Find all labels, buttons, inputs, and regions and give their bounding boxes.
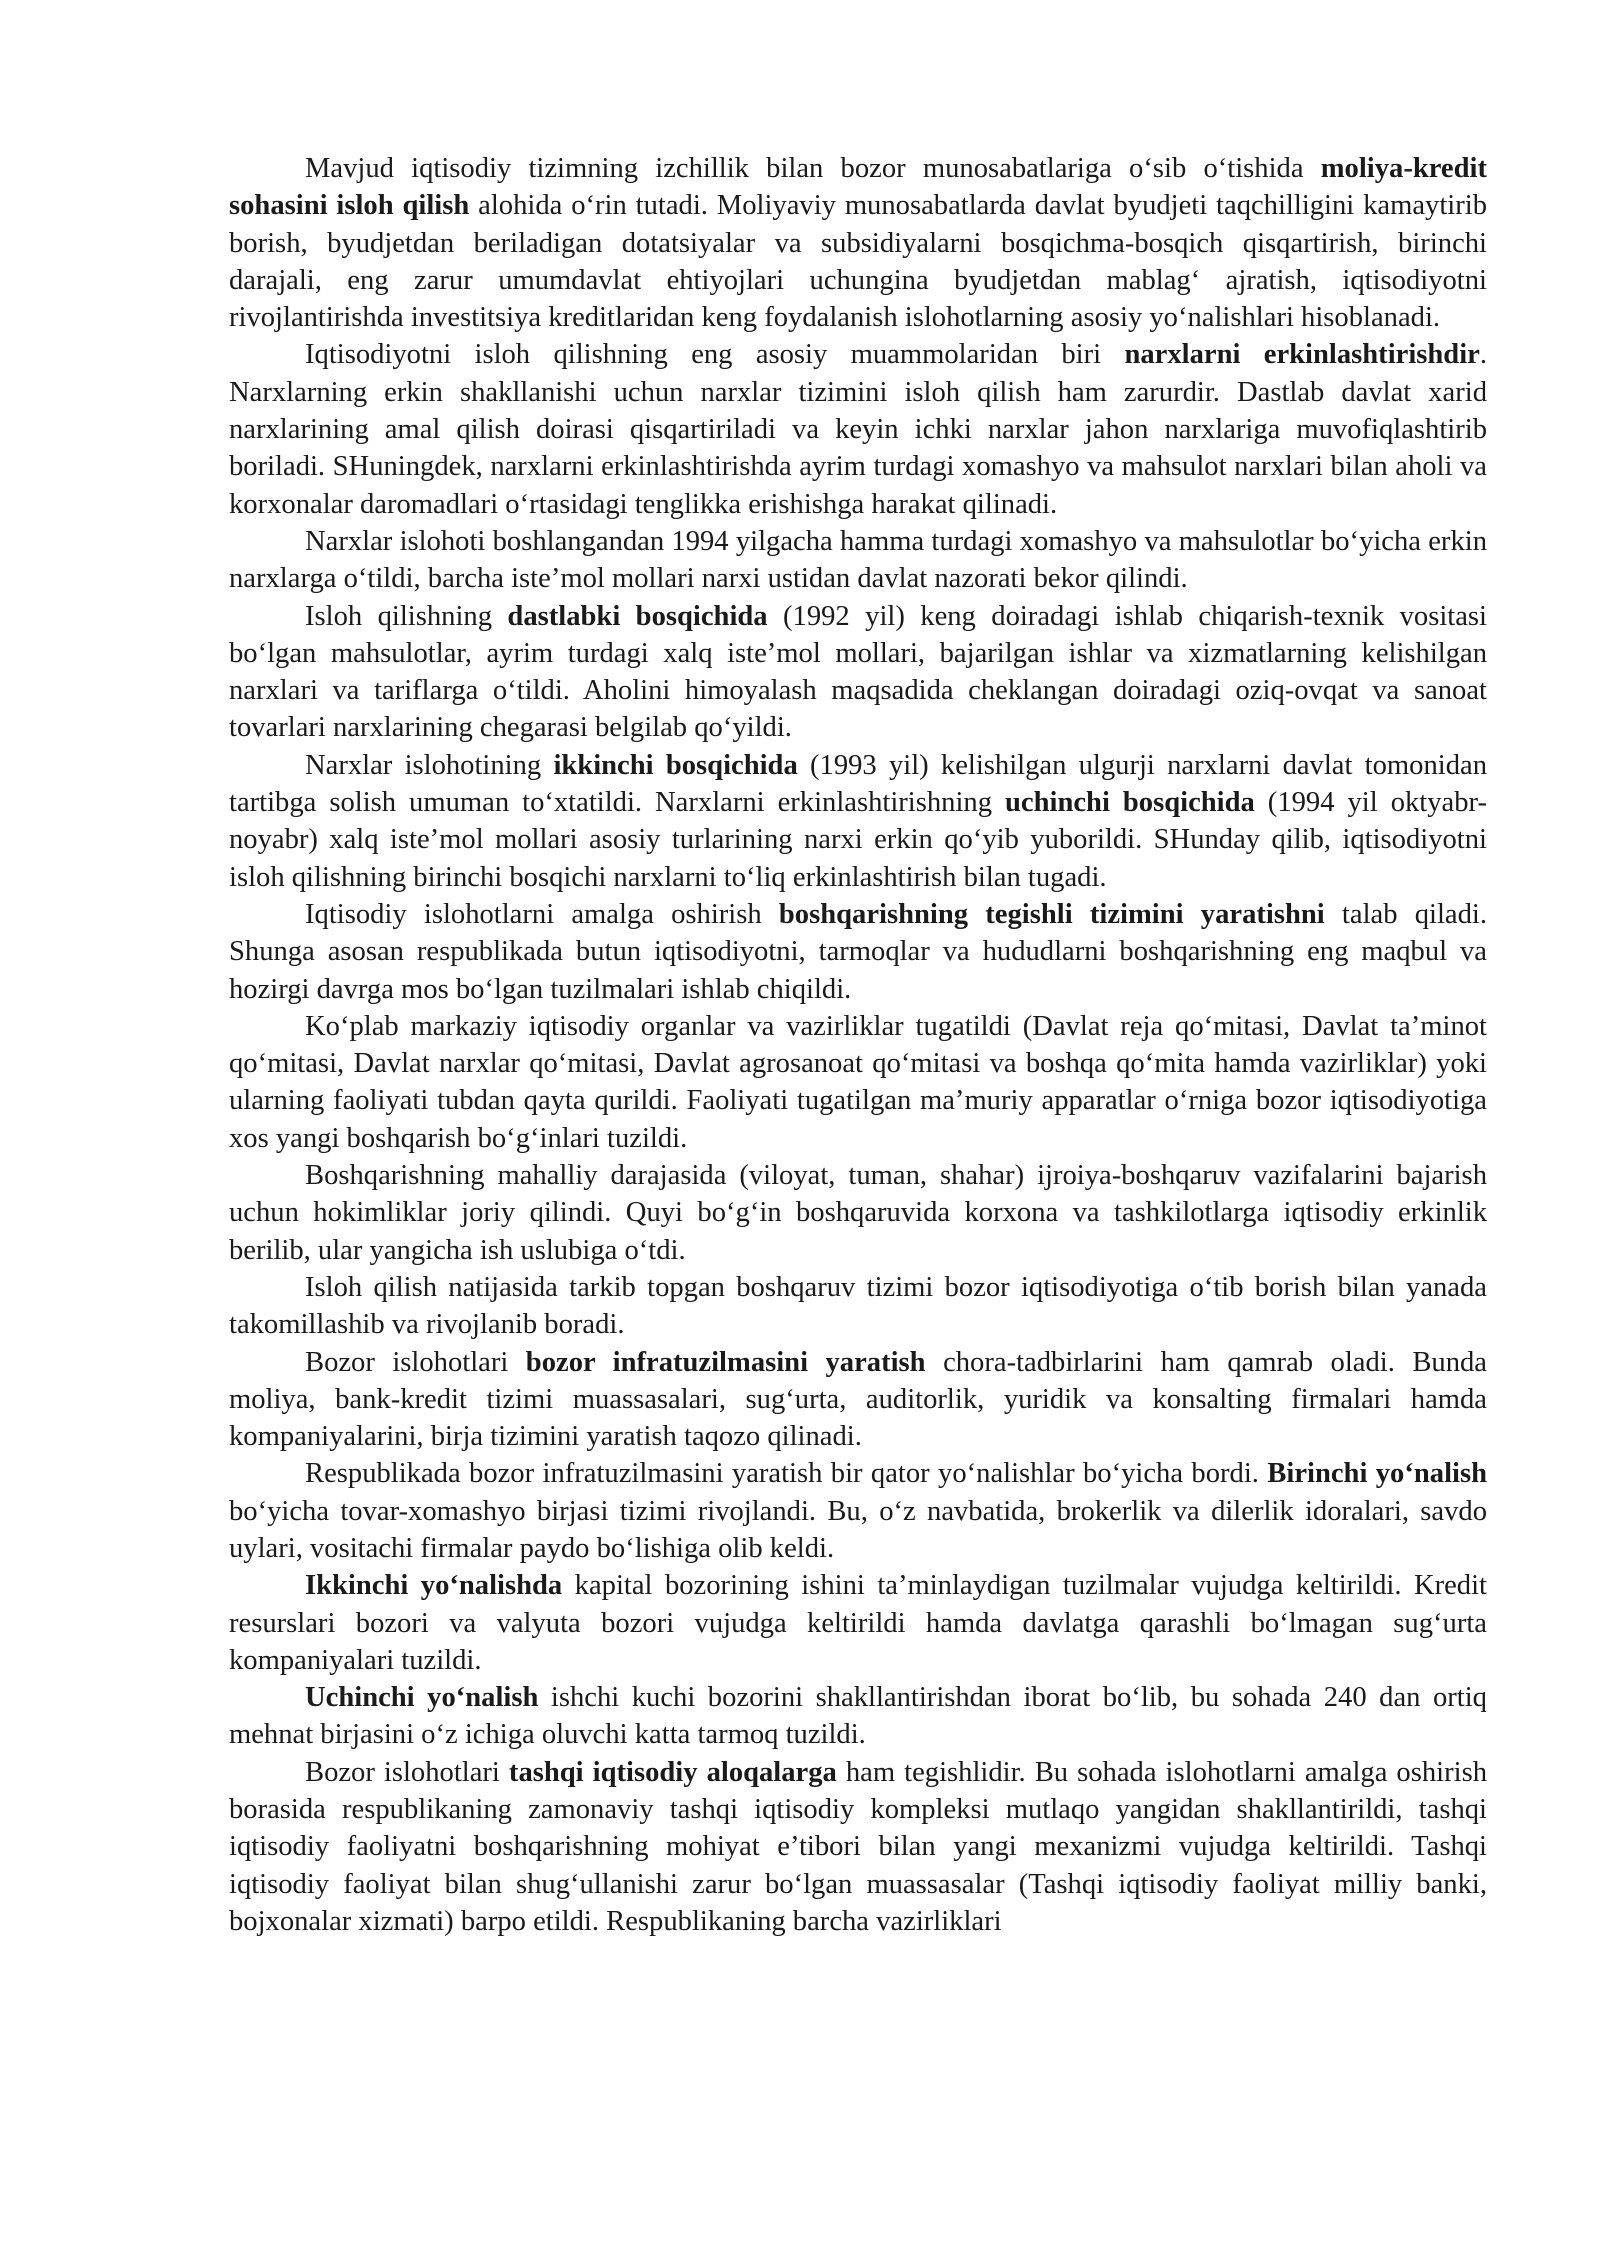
paragraph-1 — [229, 150, 1487, 336]
text-run: talab qiladi. Shunga asosan respublikada butun iqtisodiyotni, tarmoqlar va hududlarni boshqarishning eng maqbul va hozirgi davrga mos bo‘lgan tuzilmalari ishlab chiqildi. — [229, 898, 1487, 1005]
paragraph-8 — [229, 1157, 1487, 1269]
text-run: Iqtisodiyotni isloh qilishning eng asosiy muammolaridan biri — [305, 339, 1125, 371]
bold-term-moliya-kredit: moliya-kredit sohasini isloh qilish — [229, 153, 1487, 222]
text-run: chora-tadbirlarini ham qamrab oladi. Bunda moliya, bank-kredit tizimi muassasalari, sug‘urta, auditorlik, yuridik va konsalting firmalari hamda kompaniyalarini, birja tizimini yaratish taqozo qilinadi. — [229, 1346, 1487, 1453]
bold-term-uchinchi-bosqich: uchinchi bosqichida — [1005, 787, 1255, 819]
paragraph-9 — [229, 1269, 1487, 1344]
paragraph-3 — [229, 523, 1487, 598]
paragraph-12 — [229, 1567, 1487, 1679]
text-run: ham tegishlidir. Bu sohada islohotlarni amalga oshirish borasida respublikaning zamonaviy tashqi iqtisodiy kompleksi mutlaqo yangidan shakllantirildi, tashqi iqtisodiy faoliyatni boshqarishning mohiyat e’tibori bilan yangi mexanizmi vujudga keltirildi. Tashqi iqtisodiy faoliyat bilan shug‘ullanishi zarur bo‘lgan muassasalar (Tashqi iqtisodiy faoliyat milliy banki, bojxonalar xizmati) barpo etildi. Respublikaning barcha vazirliklari — [229, 1756, 1487, 1937]
bold-term-tashqi-iqtisodiy-aloqalar: tashqi iqtisodiy aloqalarga — [508, 1756, 837, 1788]
bold-term-ikkinchi-bosqich: ikkinchi bosqichida — [553, 749, 798, 781]
bold-term-birinchi-yonalish: Birinchi yo‘nalish — [1267, 1458, 1487, 1490]
text-run: kapital bozorining ishini ta’minlaydigan tuzilmalar vujudga keltirildi. Kredit resurslari bozori va valyuta bozori vujudga keltirildi hamda davlatga qarashli bo‘lmagan sug‘urta kompaniyalari tuzildi. — [229, 1570, 1487, 1676]
text-run: Bozor islohotlari — [305, 1756, 509, 1788]
text-run: Mavjud iqtisodiy tizimning izchillik bilan bozor munosabatlariga o‘sib o‘tishida — [305, 153, 1321, 184]
paragraph-14 — [229, 1754, 1487, 1940]
text-run: Bozor islohotlari — [305, 1346, 526, 1378]
paragraph-13 — [229, 1679, 1487, 1754]
text-run: Boshqarishning mahalliy darajasida (viloyat, tuman, shahar) ijroiya-boshqaruv vazifalarini bajarish uchun hokimliklar joriy qilindi. Quyi bo‘g‘in boshqaruvida korxona va tashkilotlarga iqtisodiy erkinlik berilib, ular yangicha ish uslubiga o‘tdi. — [229, 1160, 1487, 1266]
text-run: . Narxlarning erkin shakllanishi uchun narxlar tizimini isloh qilish ham zarurdir. Dastlab davlat xarid narxlarining amal qilish doirasi qisqartiriladi va keyin ichki narxlar jahon narxlariga muvofiqlashtirib boriladi. SHuningdek, narxlarni erkinlashtirishda ayrim turdagi xomashyo va mahsulot narxlari bilan aholi va korxonalar daromadlari o‘rtasidagi tenglikka erishishga harakat qilinadi. — [229, 339, 1487, 520]
paragraph-10 — [229, 1344, 1487, 1456]
bold-term-narxlarni-erkinlashtirish: narxlarni erkinlashtirishdir — [1124, 339, 1480, 371]
text-run: Isloh qilishning — [305, 600, 508, 632]
text-run: Narxlar islohoti boshlangandan 1994 yilgacha hamma turdagi xomashyo va mahsulotlar bo‘yicha erkin narxlarga o‘tildi, barcha iste’mol mollari narxi ustidan davlat nazorati bekor qilindi. — [229, 525, 1487, 595]
bold-term-bozor-infratuzilmasi: bozor infratuzilmasini yaratish — [525, 1346, 926, 1378]
text-run: Isloh qilish natijasida tarkib topgan boshqaruv tizimi bozor iqtisodiyotiga o‘tib borish bilan yanada takomillashib va rivojlanib boradi. — [229, 1271, 1487, 1341]
bold-term-uchinchi-yonalish: Uchinchi yo‘nalish — [305, 1682, 539, 1714]
bold-term-ikkinchi-yonalish: Ikkinchi yo‘nalishda — [305, 1570, 563, 1602]
text-run: bo‘yicha tovar-xomashyo birjasi tizimi rivojlandi. Bu, o‘z navbatida, brokerlik va dilerlik idoralari, savdo uylari, vositachi firmalar paydo bo‘lishiga olib keldi. — [229, 1495, 1487, 1564]
text-run: Iqtisodiy islohotlarni amalga oshirish — [305, 898, 779, 930]
paragraph-6 — [229, 896, 1487, 1008]
text-run: (1994 yil oktyabr-noyabr) xalq iste’mol mollari asosiy turlarining narxi erkin qo‘yib yuborildi. SHunday qilib, iqtisodiyotni isloh qilishning birinchi bosqichi narxlarni to‘liq erkinlashtirish bilan tugadi. — [229, 787, 1487, 893]
document-page — [229, 150, 1487, 1940]
bold-term-boshqarish-tizimi: boshqarishning tegishli tizimini yaratishni — [778, 898, 1325, 930]
text-run: alohida o‘rin tutadi. Moliyaviy munosabatlarda davlat byudjeti taqchilligini kamaytirib borish, byudjetdan beriladigan dotatsiyalar va subsidiyalarni bosqichma-bosqich qisqartirish, birinchi darajali, eng zarur umumdavlat ehtiyojlari uchungina byudjetdan mablag‘ ajratish, iqtisodiyotni rivojlantirishda investitsiya kreditlaridan keng foydalanish islohotlarning asosiy yo‘nalishlari hisoblanadi. — [229, 190, 1487, 334]
text-run: Narxlar islohotining — [305, 749, 554, 781]
text-run: (1992 yil) keng doiradagi ishlab chiqarish-texnik vositasi bo‘lgan mahsulotlar, ayrim turdagi xalq iste’mol mollari, bajarilgan ishlar va xizmatlarning kelishilgan narxlari va tariflarga o‘tildi. Aholini himoyalash maqsadida cheklangan doiradagi oziq-ovqat va sanoat tovarlari narxlarining chegarasi belgilab qo‘yildi. — [229, 600, 1487, 744]
text-run: ishchi kuchi bozorini shakllantirishdan iborat bo‘lib, bu sohada 240 dan ortiq mehnat birjasini o‘z ichiga oluvchi katta tarmoq tuzildi. — [229, 1682, 1487, 1751]
paragraph-4 — [229, 598, 1487, 747]
text-run: Respublikada bozor infratuzilmasini yaratish bir qator yo‘nalishlar bo‘yicha bordi. — [305, 1458, 1268, 1490]
paragraph-5 — [229, 747, 1487, 896]
paragraph-11 — [229, 1455, 1487, 1567]
text-run: (1993 yil) kelishilgan ulgurji narxlarni davlat tomonidan tartibga solish umuman to‘xtatildi. Narxlarni erkinlashtirishning — [229, 749, 1487, 819]
paragraph-7 — [229, 1008, 1487, 1157]
paragraph-2 — [229, 336, 1487, 522]
bold-term-dastlabki-bosqich: dastlabki bosqichida — [507, 600, 768, 632]
text-run: Ko‘plab markaziy iqtisodiy organlar va vazirliklar tugatildi (Davlat reja qo‘mitasi, Davlat ta’minot qo‘mitasi, Davlat narxlar qo‘mitasi, Davlat agrosanoat qo‘mitasi va boshqa qo‘mita hamda vazirliklar) yoki ularning faoliyati tubdan qayta qurildi. Faoliyati tugatilgan ma’muriy apparatlar o‘rniga bozor iqtisodiyotiga xos yangi boshqarish bo‘g‘inlari tuzildi. — [229, 1010, 1487, 1154]
